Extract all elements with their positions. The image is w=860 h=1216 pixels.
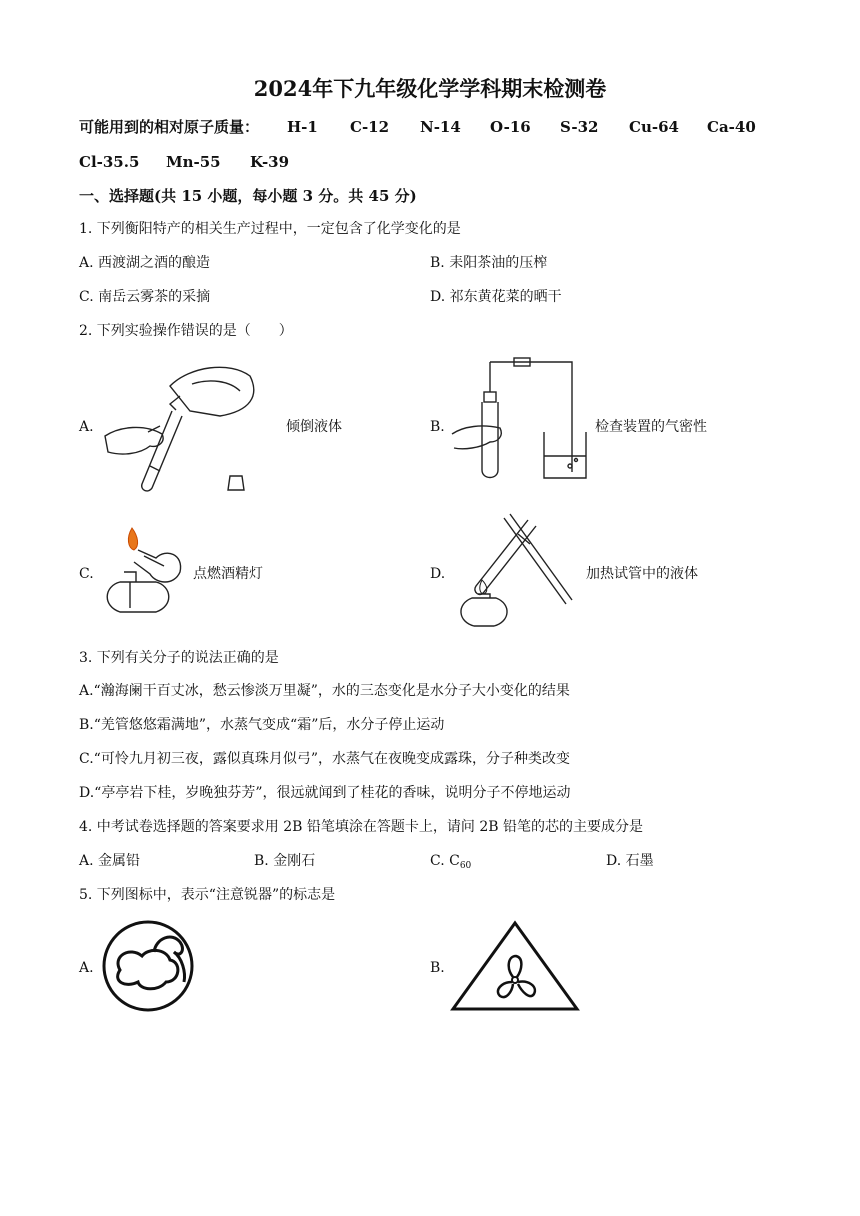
question-3-option-a: A.“瀚海阑干百丈冰，愁云惨淡万里凝”，水的三态变化是水分子大小变化的结果: [79, 683, 570, 699]
heating-liquid-illustration: [454, 508, 579, 633]
question-3-stem: 3. 下列有关分子的说法正确的是: [79, 650, 279, 666]
question-3-option-d: D.“亭亭岩下桂，岁晚独芬芳”，很远就闻到了桂花的香味，说明分子不停地运动: [79, 785, 571, 801]
fan-warning-icon: [450, 920, 580, 1012]
pouring-liquid-illustration: [100, 356, 270, 496]
atomic-mass-mn: Mn-55: [166, 153, 221, 171]
atomic-mass-ca: Ca-40: [707, 118, 756, 136]
question-4-stem: 4. 中考试卷选择题的答案要求用 2B 铅笔填涂在答题卡上，请问 2B 铅笔的芯的主要成分是: [79, 819, 643, 835]
question-4-option-c: [430, 854, 471, 871]
atomic-mass-o: O-16: [490, 118, 531, 136]
question-2-stem: 2. 下列实验操作错误的是（ ）: [79, 323, 293, 339]
question-3-option-c: C.“可怜九月初三夜，露似真珠月似弓”，水蒸气在夜晚变成露珠，分子种类改变: [79, 751, 570, 767]
question-1-option-a: A. 西渡湖之酒的酿造: [79, 255, 211, 271]
atomic-mass-label: 可能用到的相对原子质量：: [79, 118, 260, 136]
atomic-mass-n: N-14: [420, 118, 461, 136]
atomic-mass-h: H-1: [287, 118, 318, 136]
question-5-option-b-letter: B.: [430, 960, 445, 976]
question-5-option-a-letter: A.: [79, 960, 94, 976]
question-1-option-c: C. 南岳云雾茶的采摘: [79, 289, 211, 305]
question-4-option-b: B. 金刚石: [254, 853, 316, 869]
question-1-stem: 1. 下列衡阳特产的相关生产过程中，一定包含了化学变化的是: [79, 221, 461, 237]
question-2-option-b-caption: 检查装置的气密性: [595, 419, 707, 435]
hygiene-sign-icon: [100, 918, 196, 1014]
question-5-stem: 5. 下列图标中，表示“注意锐器”的标志是: [79, 887, 336, 903]
question-4-option-a: A. 金属铅: [79, 853, 141, 869]
lighting-alcohol-lamp-illustration: [100, 520, 190, 620]
airtightness-check-illustration: [452, 352, 592, 492]
question-2-option-c-caption: 点燃酒精灯: [193, 566, 263, 582]
question-4-option-d: D. 石墨: [606, 853, 654, 869]
atomic-mass-k: K-39: [250, 153, 290, 171]
question-4-option-c-text: C. C: [430, 853, 460, 869]
question-2-option-b-letter: B.: [430, 419, 445, 435]
atomic-mass-cu: Cu-64: [629, 118, 679, 136]
question-3-option-b: B.“羌管悠悠霜满地”，水蒸气变成“霜”后，水分子停止运动: [79, 717, 445, 733]
question-2-option-d-caption: 加热试管中的液体: [586, 566, 698, 582]
section-heading: 一、选择题(共 15 小题，每小题 3 分。共 45 分): [79, 187, 417, 205]
question-2-option-a-letter: A.: [79, 419, 94, 435]
atomic-mass-cl: Cl-35.5: [79, 153, 140, 171]
question-1-option-d: D. 祁东黄花菜的晒干: [430, 289, 562, 305]
atomic-mass-s: S-32: [560, 118, 599, 136]
question-2-option-d-letter: D.: [430, 566, 446, 582]
atomic-mass-c: C-12: [350, 118, 390, 136]
question-4-option-c-subscript: 60: [459, 861, 472, 871]
page-title: 2024年下九年级化学学科期末检测卷: [253, 76, 607, 101]
question-1-option-b: B. 耒阳茶油的压榨: [430, 255, 548, 271]
question-2-option-a-caption: 倾倒液体: [286, 419, 342, 435]
question-2-option-c-letter: C.: [79, 566, 94, 582]
